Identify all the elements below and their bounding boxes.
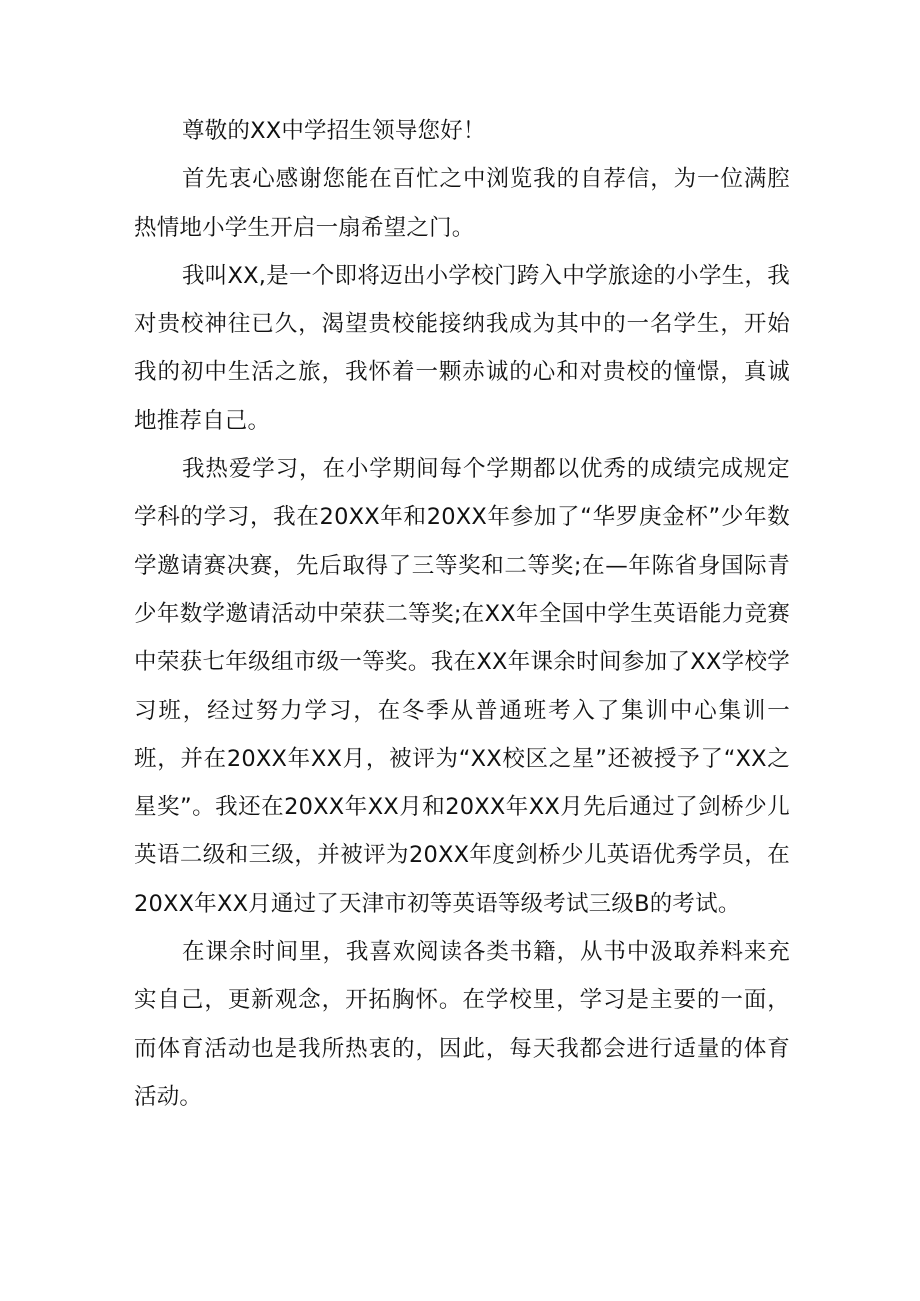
letter-paragraph-thanks: 首先衷心感谢您能在百忙之中浏览我的自荐信，为一位满腔热情地小学生开启一扇希望之门。 xyxy=(134,166,790,241)
letter-greeting: 尊敬的XX中学招生领导您好！ xyxy=(182,118,486,144)
letter-paragraph-hobbies: 在课余时间里，我喜欢阅读各类书籍，从书中汲取养料来充实自己，更新观念，开拓胸怀。在学校里，学习是主要的一面，而体育活动也是我所热衷的，因此，每天我都会进行适量的体育活动。 xyxy=(134,939,790,1110)
letter-paragraph-introduction: 我叫XX,是一个即将迈出小学校门跨入中学旅途的小学生，我对贵校神往已久，渴望贵校能接纳我成为其中的一名学生，开始我的初中生活之旅，我怀着一颗赤诚的心和对贵校的憧憬，真诚地推荐自己。 xyxy=(134,262,790,434)
letter-body xyxy=(134,107,790,1121)
letter-paragraph-achievements: 我热爱学习，在小学期间每个学期都以优秀的成绩完成规定学科的学习，我在20XX年和20XX年参加了“华罗庚金杯”少年数学邀请赛决赛，先后取得了三等奖和二等奖;在—年陈省身国际青少年数学邀请活动中荣获二等奖;在XX年全国中学生英语能力竞赛中荣获七年级组市级一等奖。我在XX年课余时间参加了XX学校学习班，经过努力学习，在冬季从普通班考入了集训中心集训一班，并在20XX年XX月，被评为“XX校区之星”还被授予了“XX之星奖”。我还在20XX年XX月和20XX年XX月先后通过了剑桥少儿英语二级和三级，并被评为20XX年度剑桥少儿英语优秀学员，在20XX年XX月通过了天津市初等英语等级考试三级B的考试。 xyxy=(134,456,790,917)
